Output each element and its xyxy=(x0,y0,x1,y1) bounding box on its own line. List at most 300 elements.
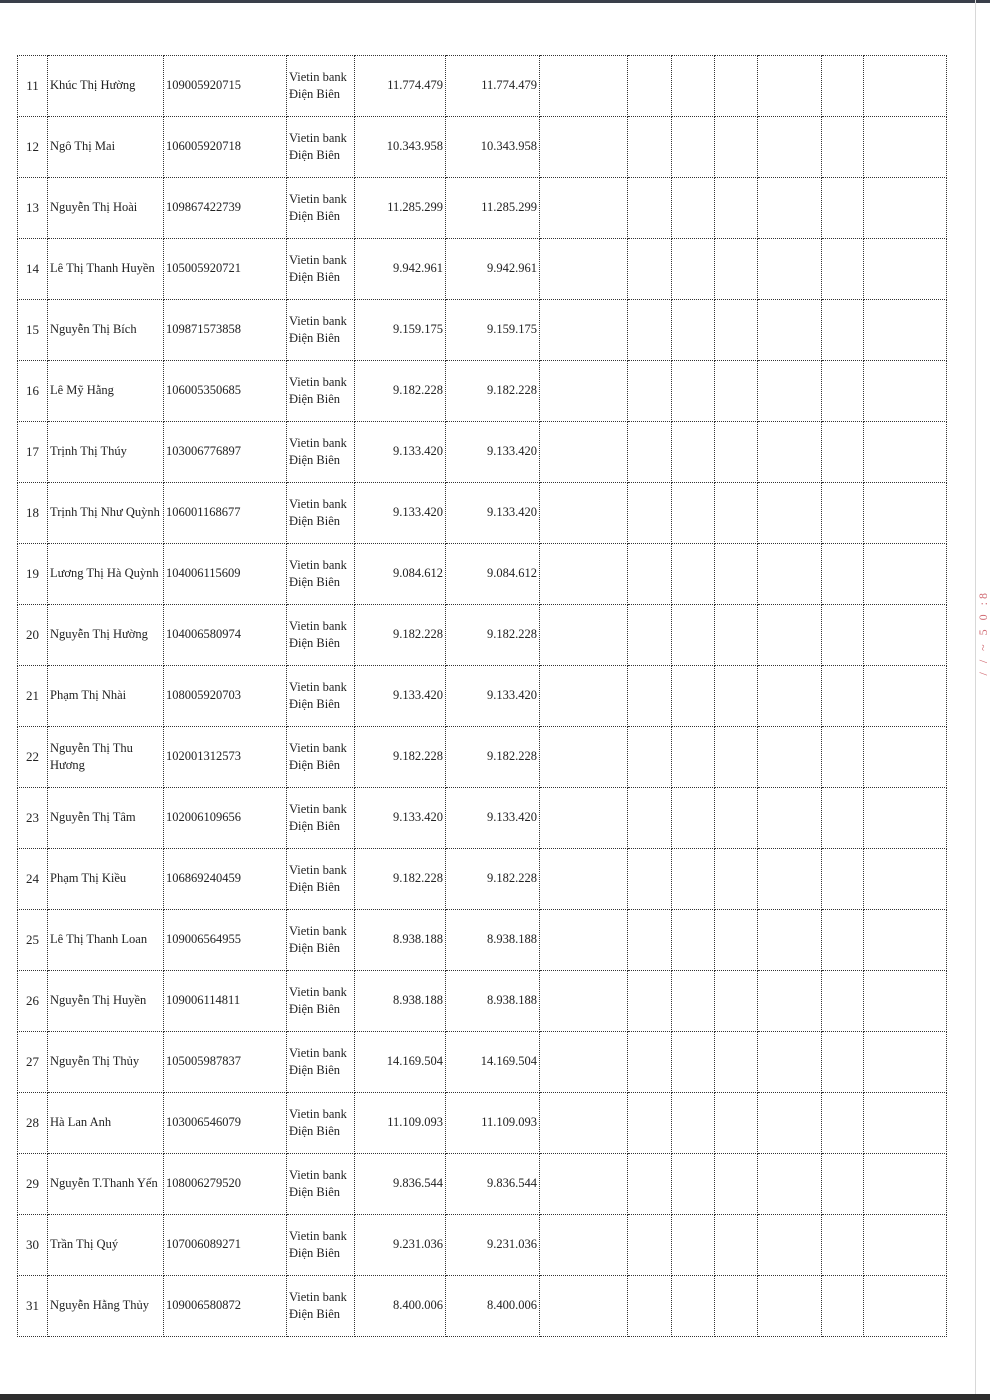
account-number: 109006114811 xyxy=(164,971,287,1032)
empty-cell xyxy=(672,483,715,544)
empty-cell xyxy=(540,1215,628,1276)
empty-cell xyxy=(864,117,947,178)
received-amount: 9.942.961 xyxy=(446,239,540,300)
empty-cell xyxy=(628,239,672,300)
account-number: 108006279520 xyxy=(164,1154,287,1215)
empty-cell xyxy=(822,1215,864,1276)
empty-cell xyxy=(715,361,758,422)
empty-cell xyxy=(715,1093,758,1154)
table-row xyxy=(18,239,947,300)
empty-cell xyxy=(822,1276,864,1337)
empty-cell xyxy=(822,605,864,666)
empty-cell xyxy=(628,1215,672,1276)
empty-cell xyxy=(540,117,628,178)
account-number: 104006580974 xyxy=(164,605,287,666)
employee-name: Nguyễn Thị Bích xyxy=(48,300,164,361)
bank-name: Vietin bank Điện Biên xyxy=(287,178,355,239)
account-number: 106005350685 xyxy=(164,361,287,422)
received-amount: 9.182.228 xyxy=(446,361,540,422)
payroll-table-body xyxy=(18,56,947,1337)
salary-amount: 9.942.961 xyxy=(355,239,446,300)
margin-stamp-mark: / / ~ 5 0 :8 xyxy=(976,590,990,676)
row-number: 16 xyxy=(18,361,48,422)
row-number: 17 xyxy=(18,422,48,483)
empty-cell xyxy=(672,849,715,910)
received-amount: 8.938.188 xyxy=(446,971,540,1032)
empty-cell xyxy=(672,117,715,178)
empty-cell xyxy=(540,849,628,910)
empty-cell xyxy=(715,910,758,971)
empty-cell xyxy=(758,300,822,361)
employee-name: Ngô Thị Mai xyxy=(48,117,164,178)
empty-cell xyxy=(758,1276,822,1337)
empty-cell xyxy=(628,1276,672,1337)
salary-amount: 8.400.006 xyxy=(355,1276,446,1337)
empty-cell xyxy=(758,239,822,300)
account-number: 106005920718 xyxy=(164,117,287,178)
empty-cell xyxy=(628,605,672,666)
row-number: 31 xyxy=(18,1276,48,1337)
empty-cell xyxy=(758,361,822,422)
empty-cell xyxy=(672,666,715,727)
empty-cell xyxy=(628,361,672,422)
bank-name: Vietin bank Điện Biên xyxy=(287,910,355,971)
employee-name: Trịnh Thị Thúy xyxy=(48,422,164,483)
table-row xyxy=(18,971,947,1032)
empty-cell xyxy=(540,239,628,300)
empty-cell xyxy=(715,483,758,544)
empty-cell xyxy=(864,910,947,971)
empty-cell xyxy=(628,483,672,544)
employee-name: Trịnh Thị Như Quỳnh xyxy=(48,483,164,544)
empty-cell xyxy=(758,1032,822,1093)
table-row xyxy=(18,727,947,788)
empty-cell xyxy=(758,727,822,788)
empty-cell xyxy=(715,544,758,605)
table-row xyxy=(18,56,947,117)
empty-cell xyxy=(540,788,628,849)
empty-cell xyxy=(864,1154,947,1215)
received-amount: 9.159.175 xyxy=(446,300,540,361)
salary-amount: 9.133.420 xyxy=(355,788,446,849)
salary-amount: 9.182.228 xyxy=(355,605,446,666)
empty-cell xyxy=(672,1032,715,1093)
bank-name: Vietin bank Điện Biên xyxy=(287,483,355,544)
empty-cell xyxy=(540,1093,628,1154)
row-number: 30 xyxy=(18,1215,48,1276)
empty-cell xyxy=(864,361,947,422)
empty-cell xyxy=(758,605,822,666)
empty-cell xyxy=(672,544,715,605)
row-number: 20 xyxy=(18,605,48,666)
empty-cell xyxy=(822,788,864,849)
empty-cell xyxy=(758,178,822,239)
payroll-table xyxy=(17,55,947,1337)
row-number: 21 xyxy=(18,666,48,727)
bank-name: Vietin bank Điện Biên xyxy=(287,849,355,910)
empty-cell xyxy=(864,178,947,239)
empty-cell xyxy=(758,56,822,117)
empty-cell xyxy=(672,910,715,971)
empty-cell xyxy=(715,849,758,910)
empty-cell xyxy=(628,1032,672,1093)
table-row xyxy=(18,422,947,483)
empty-cell xyxy=(822,666,864,727)
empty-cell xyxy=(822,483,864,544)
salary-amount: 9.133.420 xyxy=(355,483,446,544)
table-row xyxy=(18,300,947,361)
empty-cell xyxy=(864,971,947,1032)
empty-cell xyxy=(672,300,715,361)
empty-cell xyxy=(822,544,864,605)
account-number: 102001312573 xyxy=(164,727,287,788)
empty-cell xyxy=(540,727,628,788)
table-row xyxy=(18,1276,947,1337)
empty-cell xyxy=(628,117,672,178)
empty-cell xyxy=(758,1093,822,1154)
empty-cell xyxy=(822,178,864,239)
empty-cell xyxy=(540,971,628,1032)
row-number: 26 xyxy=(18,971,48,1032)
empty-cell xyxy=(672,788,715,849)
account-number: 109867422739 xyxy=(164,178,287,239)
empty-cell xyxy=(864,788,947,849)
table-row xyxy=(18,788,947,849)
account-number: 103006776897 xyxy=(164,422,287,483)
empty-cell xyxy=(628,544,672,605)
row-number: 15 xyxy=(18,300,48,361)
empty-cell xyxy=(540,605,628,666)
bank-name: Vietin bank Điện Biên xyxy=(287,361,355,422)
page-edge xyxy=(975,0,976,1394)
row-number: 11 xyxy=(18,56,48,117)
empty-cell xyxy=(672,971,715,1032)
employee-name: Nguyễn Thị Huyền xyxy=(48,971,164,1032)
empty-cell xyxy=(715,605,758,666)
bank-name: Vietin bank Điện Biên xyxy=(287,971,355,1032)
received-amount: 11.774.479 xyxy=(446,56,540,117)
empty-cell xyxy=(822,1154,864,1215)
account-number: 105005920721 xyxy=(164,239,287,300)
salary-amount: 9.159.175 xyxy=(355,300,446,361)
empty-cell xyxy=(672,422,715,483)
empty-cell xyxy=(864,727,947,788)
empty-cell xyxy=(540,1032,628,1093)
row-number: 25 xyxy=(18,910,48,971)
bank-name: Vietin bank Điện Biên xyxy=(287,300,355,361)
bank-name: Vietin bank Điện Biên xyxy=(287,727,355,788)
empty-cell xyxy=(715,117,758,178)
empty-cell xyxy=(715,178,758,239)
row-number: 29 xyxy=(18,1154,48,1215)
empty-cell xyxy=(628,422,672,483)
bank-name: Vietin bank Điện Biên xyxy=(287,544,355,605)
account-number: 104006115609 xyxy=(164,544,287,605)
empty-cell xyxy=(672,239,715,300)
empty-cell xyxy=(822,117,864,178)
empty-cell xyxy=(864,1276,947,1337)
empty-cell xyxy=(715,1154,758,1215)
empty-cell xyxy=(540,483,628,544)
employee-name: Lê Mỹ Hằng xyxy=(48,361,164,422)
salary-amount: 9.133.420 xyxy=(355,666,446,727)
empty-cell xyxy=(628,178,672,239)
salary-amount: 9.133.420 xyxy=(355,422,446,483)
empty-cell xyxy=(758,849,822,910)
row-number: 14 xyxy=(18,239,48,300)
empty-cell xyxy=(628,300,672,361)
salary-amount: 10.343.958 xyxy=(355,117,446,178)
empty-cell xyxy=(672,56,715,117)
account-number: 108005920703 xyxy=(164,666,287,727)
account-number: 109005920715 xyxy=(164,56,287,117)
account-number: 102006109656 xyxy=(164,788,287,849)
empty-cell xyxy=(822,300,864,361)
received-amount: 8.400.006 xyxy=(446,1276,540,1337)
account-number: 109006580872 xyxy=(164,1276,287,1337)
account-number: 109006564955 xyxy=(164,910,287,971)
bank-name: Vietin bank Điện Biên xyxy=(287,1093,355,1154)
employee-name: Khúc Thị Hường xyxy=(48,56,164,117)
empty-cell xyxy=(822,727,864,788)
empty-cell xyxy=(715,727,758,788)
empty-cell xyxy=(864,239,947,300)
table-row xyxy=(18,1215,947,1276)
empty-cell xyxy=(822,422,864,483)
salary-amount: 11.774.479 xyxy=(355,56,446,117)
received-amount: 11.285.299 xyxy=(446,178,540,239)
account-number: 107006089271 xyxy=(164,1215,287,1276)
employee-name: Nguyễn T.Thanh Yến xyxy=(48,1154,164,1215)
received-amount: 9.231.036 xyxy=(446,1215,540,1276)
salary-amount: 9.836.544 xyxy=(355,1154,446,1215)
empty-cell xyxy=(540,1276,628,1337)
employee-name: Phạm Thị Nhài xyxy=(48,666,164,727)
empty-cell xyxy=(758,1154,822,1215)
table-row xyxy=(18,605,947,666)
empty-cell xyxy=(672,1093,715,1154)
row-number: 24 xyxy=(18,849,48,910)
empty-cell xyxy=(628,56,672,117)
empty-cell xyxy=(628,971,672,1032)
salary-amount: 11.109.093 xyxy=(355,1093,446,1154)
empty-cell xyxy=(672,1154,715,1215)
salary-amount: 9.182.228 xyxy=(355,727,446,788)
received-amount: 14.169.504 xyxy=(446,1032,540,1093)
received-amount: 9.133.420 xyxy=(446,422,540,483)
empty-cell xyxy=(758,117,822,178)
employee-name: Nguyễn Thị Hường xyxy=(48,605,164,666)
table-row xyxy=(18,178,947,239)
empty-cell xyxy=(672,727,715,788)
empty-cell xyxy=(758,971,822,1032)
received-amount: 9.182.228 xyxy=(446,727,540,788)
table-row xyxy=(18,1154,947,1215)
bank-name: Vietin bank Điện Biên xyxy=(287,788,355,849)
scan-bottom-edge xyxy=(0,1394,990,1400)
empty-cell xyxy=(822,910,864,971)
empty-cell xyxy=(822,56,864,117)
employee-name: Nguyễn Thị Thủy xyxy=(48,1032,164,1093)
empty-cell xyxy=(758,910,822,971)
salary-amount: 14.169.504 xyxy=(355,1032,446,1093)
empty-cell xyxy=(864,56,947,117)
empty-cell xyxy=(758,666,822,727)
table-row xyxy=(18,117,947,178)
account-number: 105005987837 xyxy=(164,1032,287,1093)
empty-cell xyxy=(715,300,758,361)
empty-cell xyxy=(864,422,947,483)
account-number: 106869240459 xyxy=(164,849,287,910)
table-row xyxy=(18,666,947,727)
salary-amount: 9.231.036 xyxy=(355,1215,446,1276)
empty-cell xyxy=(715,971,758,1032)
employee-name: Lê Thị Thanh Loan xyxy=(48,910,164,971)
empty-cell xyxy=(822,971,864,1032)
empty-cell xyxy=(822,239,864,300)
salary-amount: 9.182.228 xyxy=(355,361,446,422)
row-number: 12 xyxy=(18,117,48,178)
empty-cell xyxy=(540,422,628,483)
empty-cell xyxy=(672,1215,715,1276)
bank-name: Vietin bank Điện Biên xyxy=(287,605,355,666)
table-row xyxy=(18,1032,947,1093)
received-amount: 9.133.420 xyxy=(446,483,540,544)
employee-name: Trần Thị Quý xyxy=(48,1215,164,1276)
employee-name: Nguyễn Hằng Thủy xyxy=(48,1276,164,1337)
empty-cell xyxy=(628,666,672,727)
empty-cell xyxy=(628,1154,672,1215)
salary-amount: 11.285.299 xyxy=(355,178,446,239)
empty-cell xyxy=(628,849,672,910)
row-number: 23 xyxy=(18,788,48,849)
employee-name: Lương Thị Hà Quỳnh xyxy=(48,544,164,605)
empty-cell xyxy=(864,483,947,544)
empty-cell xyxy=(715,1276,758,1337)
received-amount: 9.182.228 xyxy=(446,605,540,666)
bank-name: Vietin bank Điện Biên xyxy=(287,1154,355,1215)
empty-cell xyxy=(628,727,672,788)
empty-cell xyxy=(540,910,628,971)
bank-name: Vietin bank Điện Biên xyxy=(287,666,355,727)
salary-amount: 9.084.612 xyxy=(355,544,446,605)
empty-cell xyxy=(864,1215,947,1276)
empty-cell xyxy=(864,544,947,605)
empty-cell xyxy=(715,788,758,849)
empty-cell xyxy=(715,239,758,300)
received-amount: 9.182.228 xyxy=(446,849,540,910)
employee-name: Lê Thị Thanh Huyền xyxy=(48,239,164,300)
row-number: 18 xyxy=(18,483,48,544)
empty-cell xyxy=(715,1215,758,1276)
empty-cell xyxy=(540,666,628,727)
account-number: 106001168677 xyxy=(164,483,287,544)
empty-cell xyxy=(758,422,822,483)
bank-name: Vietin bank Điện Biên xyxy=(287,239,355,300)
account-number: 103006546079 xyxy=(164,1093,287,1154)
table-row xyxy=(18,361,947,422)
empty-cell xyxy=(758,483,822,544)
received-amount: 10.343.958 xyxy=(446,117,540,178)
bank-name: Vietin bank Điện Biên xyxy=(287,1215,355,1276)
bank-name: Vietin bank Điện Biên xyxy=(287,1032,355,1093)
empty-cell xyxy=(540,544,628,605)
empty-cell xyxy=(628,788,672,849)
received-amount: 9.133.420 xyxy=(446,666,540,727)
empty-cell xyxy=(715,666,758,727)
row-number: 19 xyxy=(18,544,48,605)
empty-cell xyxy=(822,849,864,910)
table-row xyxy=(18,483,947,544)
empty-cell xyxy=(822,361,864,422)
table-row xyxy=(18,1093,947,1154)
empty-cell xyxy=(672,1276,715,1337)
scan-top-edge xyxy=(0,0,990,3)
received-amount: 8.938.188 xyxy=(446,910,540,971)
empty-cell xyxy=(758,788,822,849)
bank-name: Vietin bank Điện Biên xyxy=(287,422,355,483)
empty-cell xyxy=(822,1032,864,1093)
empty-cell xyxy=(672,361,715,422)
bank-name: Vietin bank Điện Biên xyxy=(287,56,355,117)
row-number: 22 xyxy=(18,727,48,788)
table-row xyxy=(18,544,947,605)
empty-cell xyxy=(758,544,822,605)
table-row xyxy=(18,849,947,910)
empty-cell xyxy=(540,361,628,422)
empty-cell xyxy=(864,300,947,361)
empty-cell xyxy=(540,178,628,239)
empty-cell xyxy=(672,178,715,239)
empty-cell xyxy=(758,1215,822,1276)
empty-cell xyxy=(540,1154,628,1215)
row-number: 27 xyxy=(18,1032,48,1093)
received-amount: 11.109.093 xyxy=(446,1093,540,1154)
empty-cell xyxy=(628,1093,672,1154)
empty-cell xyxy=(864,666,947,727)
empty-cell xyxy=(864,1093,947,1154)
row-number: 28 xyxy=(18,1093,48,1154)
employee-name: Phạm Thị Kiều xyxy=(48,849,164,910)
bank-name: Vietin bank Điện Biên xyxy=(287,117,355,178)
empty-cell xyxy=(715,422,758,483)
empty-cell xyxy=(715,1032,758,1093)
received-amount: 9.084.612 xyxy=(446,544,540,605)
employee-name: Hà Lan Anh xyxy=(48,1093,164,1154)
row-number: 13 xyxy=(18,178,48,239)
salary-amount: 9.182.228 xyxy=(355,849,446,910)
empty-cell xyxy=(864,605,947,666)
received-amount: 9.836.544 xyxy=(446,1154,540,1215)
empty-cell xyxy=(628,910,672,971)
received-amount: 9.133.420 xyxy=(446,788,540,849)
empty-cell xyxy=(822,1093,864,1154)
empty-cell xyxy=(540,300,628,361)
employee-name: Nguyễn Thị Tâm xyxy=(48,788,164,849)
account-number: 109871573858 xyxy=(164,300,287,361)
empty-cell xyxy=(864,849,947,910)
salary-amount: 8.938.188 xyxy=(355,971,446,1032)
empty-cell xyxy=(864,1032,947,1093)
bank-name: Vietin bank Điện Biên xyxy=(287,1276,355,1337)
employee-name: Nguyễn Thị Thu Hương xyxy=(48,727,164,788)
empty-cell xyxy=(715,56,758,117)
salary-amount: 8.938.188 xyxy=(355,910,446,971)
employee-name: Nguyễn Thị Hoài xyxy=(48,178,164,239)
empty-cell xyxy=(672,605,715,666)
empty-cell xyxy=(540,56,628,117)
table-row xyxy=(18,910,947,971)
